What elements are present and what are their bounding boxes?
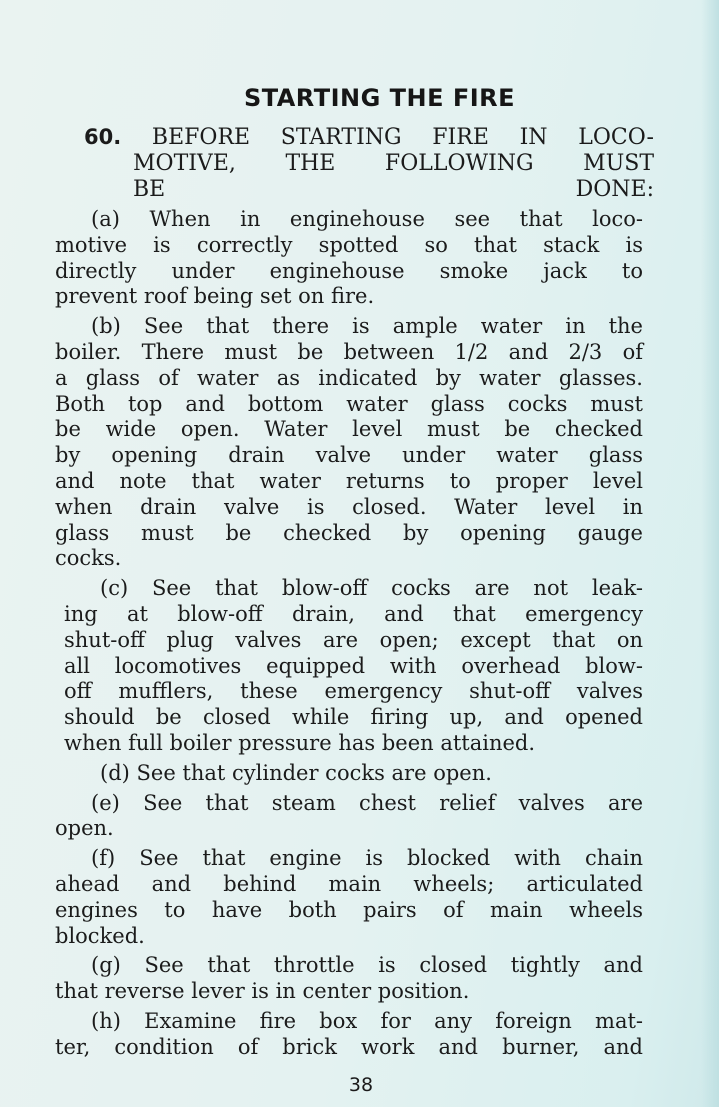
text-line: (b) See that there is ample water in the (91, 314, 643, 339)
text-line: off mufflers, these emergency shut-off valves (64, 679, 643, 704)
page-edge-shadow (701, 0, 719, 1107)
paragraph-f (55, 846, 643, 949)
text-line: directly under enginehouse smoke jack to (55, 258, 643, 283)
text-line: glass must be checked by opening gauge (55, 520, 643, 545)
text-line: (c) See that blow-off cocks are not leak- (100, 576, 643, 601)
paragraph-b (55, 314, 643, 572)
text-line: (a) When in enginehouse see that loco- (91, 207, 643, 231)
text-line: ahead and behind main wheels; articulated (55, 871, 643, 896)
text-line: (h) Examine fire box for any foreign mat- (91, 1008, 643, 1033)
text-line: a glass of water as indicated by water glasses. (55, 365, 643, 390)
rule-body (55, 207, 643, 1065)
text-line: boiler. There must be between 1/2 and 2/3 of (55, 339, 643, 364)
text-line: and note that water returns to proper level (55, 468, 643, 493)
section-title: STARTING THE FIRE (243, 84, 516, 112)
text-line: should be closed while firing up, and opened (64, 705, 643, 730)
text-line: when drain valve is closed. Water level in (55, 494, 643, 519)
rule-number: 60. (84, 125, 122, 149)
paragraph-g (55, 953, 643, 1005)
page-number: 38 (348, 1074, 374, 1096)
text-line: ing at blow-off drain, and that emergency (64, 601, 643, 626)
text-line: cocks. (55, 546, 122, 571)
paragraph-a (55, 207, 643, 310)
text-line: all locomotives equipped with overhead blow- (64, 653, 643, 678)
text-line: (f) See that engine is blocked with chain (91, 846, 643, 871)
heading-text-1: BEFORE STARTING FIRE IN LOCO- (151, 125, 654, 150)
paragraph-c (55, 576, 643, 757)
heading-line-3: BE DONE: (133, 177, 654, 202)
text-line: when full boiler pressure has been attained. (64, 730, 536, 755)
paragraph-d (55, 761, 643, 787)
text-line: open. (55, 816, 114, 841)
text-line: ter, condition of brick work and burner, and (55, 1034, 643, 1059)
text-line: that reverse lever is in center position. (55, 979, 470, 1004)
text-line: (g) See that throttle is closed tightly and (91, 953, 643, 978)
text-line: prevent roof being set on fire. (55, 284, 375, 309)
text-line: be wide open. Water level must be checked (55, 417, 643, 442)
paragraph-e (55, 791, 643, 843)
text-line: (e) See that steam chest relief valves are (91, 790, 643, 815)
text-line: engines to have both pairs of main wheels (55, 897, 643, 922)
text-line: blocked. (55, 923, 145, 948)
text-line: by opening drain valve under water glass (55, 443, 643, 468)
text-line: (d) See that cylinder cocks are open. (100, 760, 492, 785)
rule-heading (84, 124, 654, 203)
text-line: motive is correctly spotted so that stack is (55, 232, 643, 257)
text-line: Both top and bottom water glass cocks must (55, 391, 643, 416)
heading-line-1 (84, 124, 654, 151)
text-line: shut-off plug valves are open; except that on (64, 627, 643, 652)
paragraph-h (55, 1009, 643, 1061)
heading-line-2: MOTIVE, THE FOLLOWING MUST (133, 151, 654, 176)
